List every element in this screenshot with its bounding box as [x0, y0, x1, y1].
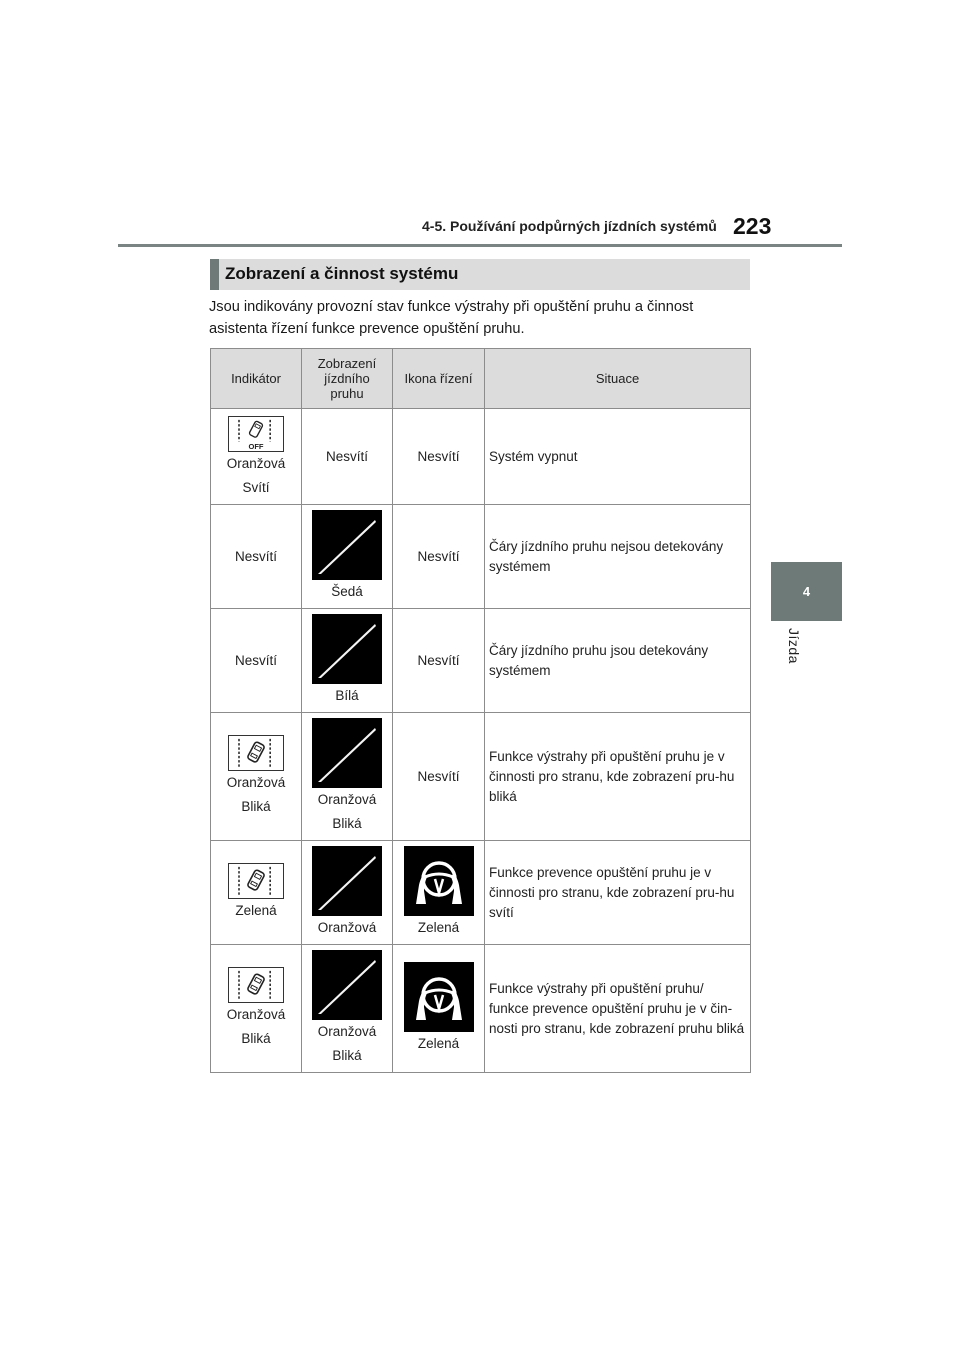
steering-assist-icon: [404, 962, 474, 1032]
lane-display-cell: [302, 841, 393, 945]
lane-display-cell: [302, 945, 393, 1073]
table-row: [211, 409, 751, 505]
lane-color-label: Oranžová: [317, 791, 377, 807]
indicator-cell: [211, 409, 302, 505]
lane-display-cell: Nesvítí: [302, 409, 393, 505]
section-heading: Zobrazení a činnost systému: [210, 259, 750, 290]
lane-color-label: Oranžová: [317, 919, 377, 935]
indicator-color-label: Zelená: [235, 902, 277, 918]
lane-display-cell: [302, 713, 393, 841]
indicator-state-label: Bliká: [241, 1030, 271, 1046]
lane-display-cell: [302, 609, 393, 713]
table-row: [211, 841, 751, 945]
steering-icon-cell: [393, 945, 485, 1073]
steering-assist-icon: [404, 846, 474, 916]
lane-display-cell: [302, 505, 393, 609]
situation-cell: Funkce výstrahy při opuštění pruhu je v činnosti pro stranu, kde zobrazení pru-hu bliká: [485, 713, 751, 841]
lane-departure-icon: [228, 967, 284, 1003]
situation-cell: Systém vypnut: [485, 409, 751, 505]
steering-icon-cell: Nesvítí: [393, 609, 485, 713]
steer-color-label: Zelená: [417, 919, 460, 935]
steering-icon-cell: Nesvítí: [393, 713, 485, 841]
header-lane-display: Zobrazení jízdního pruhu: [302, 349, 393, 409]
lane-line-icon: [312, 718, 382, 788]
steering-icon-cell: Nesvítí: [393, 505, 485, 609]
situation-cell: Čáry jízdního pruhu nejsou detekovány systémem: [485, 505, 751, 609]
indicator-state-label: Svítí: [242, 479, 270, 495]
header-rule: [118, 244, 842, 247]
lane-departure-icon: [228, 863, 284, 899]
off-label: OFF: [248, 441, 264, 451]
table-row: [211, 713, 751, 841]
indicator-state-label: Bliká: [241, 798, 271, 814]
lane-departure-icon: [228, 735, 284, 771]
steering-icon-cell: Nesvítí: [393, 409, 485, 505]
situation-cell: Funkce výstrahy při opuštění pruhu/ funkce prevence opuštění pruhu je v čin-nosti pro stranu, kde zobrazení pruhu bliká: [485, 945, 751, 1073]
indicator-cell: [211, 841, 302, 945]
indicator-color-label: Oranžová: [226, 1006, 286, 1022]
page-number: 223: [733, 213, 772, 239]
lane-color-label: Oranžová: [317, 1023, 377, 1039]
table-row: [211, 945, 751, 1073]
table-row: [211, 609, 751, 713]
indicator-cell: [211, 945, 302, 1073]
indicator-cell: Nesvítí: [211, 609, 302, 713]
header-steering-icon: Ikona řízení: [393, 349, 485, 409]
lane-state-label: Bliká: [332, 815, 362, 831]
chapter-tab[interactable]: [771, 562, 842, 621]
lane-state-label: Bliká: [332, 1047, 362, 1063]
header-section-title: 4-5. Používání podpůrných jízdních systémů: [422, 218, 717, 234]
lane-line-icon: [312, 614, 382, 684]
header-situation: Situace: [485, 349, 751, 409]
table-header-row: [211, 349, 751, 409]
chapter-label: Jízda: [786, 628, 802, 664]
system-status-table: [210, 348, 751, 1073]
situation-cell: Čáry jízdního pruhu jsou detekovány systémem: [485, 609, 751, 713]
intro-paragraph: Jsou indikovány provozní stav funkce výstrahy při opuštění pruhu a činnost asistenta řízení funkce prevence opuštění pruhu.: [209, 299, 694, 337]
table-row: [211, 505, 751, 609]
header-indicator: Indikátor: [211, 349, 302, 409]
steering-icon-cell: [393, 841, 485, 945]
lane-line-icon: [312, 846, 382, 916]
indicator-color-label: Oranžová: [226, 774, 286, 790]
lane-color-label: Bílá: [335, 687, 359, 703]
steer-color-label: Zelená: [417, 1035, 460, 1051]
lane-color-label: Šedá: [331, 583, 363, 599]
indicator-cell: Nesvítí: [211, 505, 302, 609]
lane-line-icon: [312, 510, 382, 580]
lane-line-icon: [312, 950, 382, 1020]
indicator-color-label: Oranžová: [226, 455, 286, 471]
situation-cell: Funkce prevence opuštění pruhu je v činnosti pro stranu, kde zobrazení pru-hu svítí: [485, 841, 751, 945]
chapter-number: 4: [802, 584, 811, 599]
indicator-cell: [211, 713, 302, 841]
lane-departure-off-icon: [228, 416, 284, 452]
